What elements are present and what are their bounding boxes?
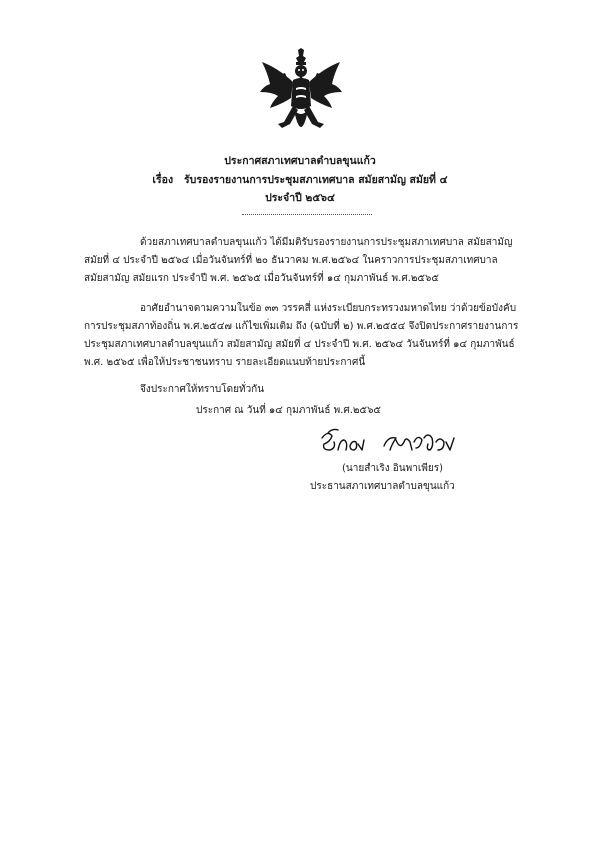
announcement-title: ประกาศสภาเทศบาลตำบลขุนแก้ว	[224, 155, 376, 167]
paragraph-1-line-1: ด้วยสภาเทศบาลตำบลขุนแก้ว ได้มีมติรับรองรายงานการประชุมสภาเทศบาล สมัยสามัญ	[140, 237, 513, 248]
announcement-subject	[0, 171, 600, 188]
announcement-date: ประกาศ ณ วันที่ ๑๔ กุมภาพันธ์ พ.ศ.๒๕๖๕	[196, 405, 381, 416]
paragraph-2-line-1: อาศัยอำนาจตามความในข้อ ๓๓ วรรคสี่ แห่งระเบียบกระทรวงมหาดไทย ว่าด้วยข้อบังคับ	[140, 303, 517, 314]
announcement-year: ประจำปี ๒๕๖๔	[265, 192, 335, 204]
subject-label: เรื่อง	[152, 174, 174, 186]
title-divider	[242, 214, 372, 215]
signatory-name: (นายสำเริง อินพาเพียร)	[342, 463, 443, 474]
paragraph-1-line-2: สมัยที่ ๔ ประจำปี ๒๕๖๔ เมื่อวันจันทร์ที่ ๒๐ ธันวาคม พ.ศ.๒๕๖๔ ในคราวการประชุมสภาเทศบาล	[84, 255, 498, 266]
paragraph-2-line-4: พ.ศ. ๒๕๖๕ เพื่อให้ประชาชนทราบ รายละเอียดแนบท้ายประกาศนี้	[84, 357, 366, 368]
paragraph-1-line-3: สมัยสามัญ สมัยแรก ประจำปี พ.ศ. ๒๕๖๕ เมื่อวันจันทร์ที่ ๑๔ กุมภาพันธ์ พ.ศ.๒๕๖๕	[84, 273, 439, 284]
garuda-emblem-icon	[258, 48, 344, 144]
signatory-position: ประธานสภาเทศบาลตำบลขุนแก้ว	[310, 481, 455, 492]
paragraph-2-line-2: การประชุมสภาท้องถิ่น พ.ศ.๒๕๔๗ แก้ไขเพิ่มเติม ถึง (ฉบับที่ ๒) พ.ศ.๒๕๕๔ จึงปิดประกาศรายงานการ	[84, 321, 519, 332]
paragraph-2-line-3: ประชุมสภาเทศบาลตำบลขุนแก้ว สมัยสามัญ สมัยที่ ๔ ประจำปี พ.ศ. ๒๕๖๔ วันจันทร์ที่ ๑๔ กุมภาพันธ์	[84, 339, 515, 350]
handwritten-signature	[318, 428, 458, 456]
paragraph-3: จึงประกาศให้ทราบโดยทั่วกัน	[140, 384, 265, 395]
subject-text: รับรองรายงานการประชุมสภาเทศบาล สมัยสามัญ สมัยที่ ๔	[184, 174, 448, 186]
